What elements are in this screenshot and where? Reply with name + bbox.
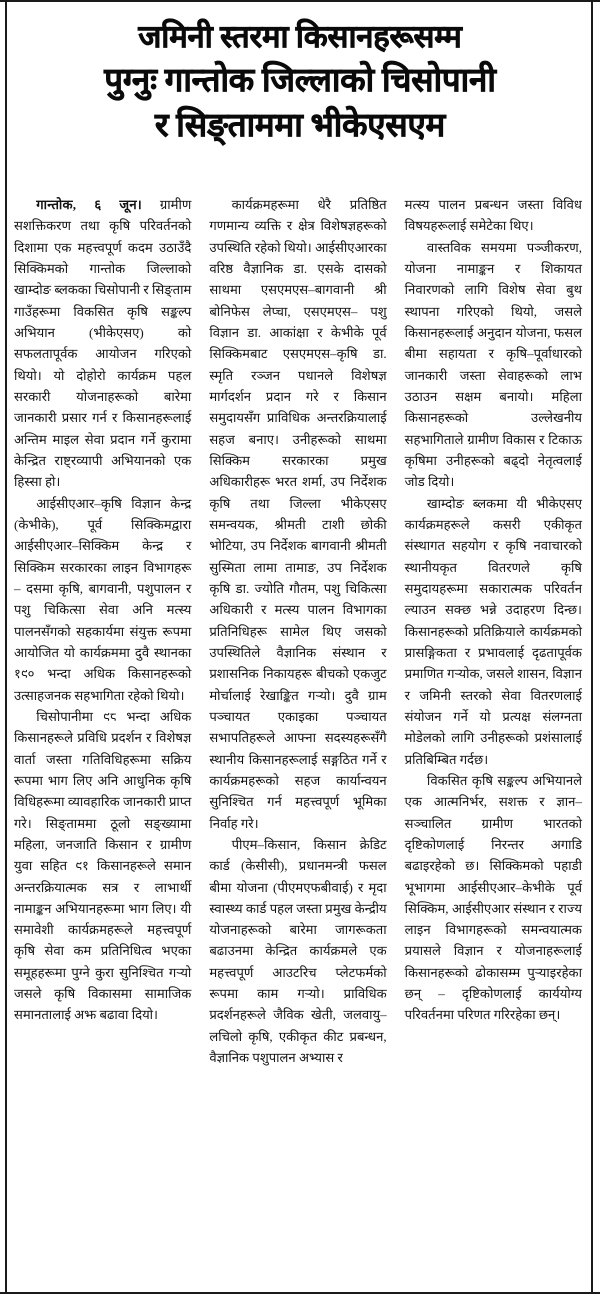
paragraph: आईसीएआर–कृषि विज्ञान केन्द्र (केभीके), पूर्व सिक्किमद्वारा आईसीएआर–सिक्किम केन्द्र र सिक्किम सरकारका लाइन विभागहरू – दसमा कृषि, बागवानी, पशुपालन र पशु चिकित्सा सेवा अनि मत्स्य पालनसँगको सहकार्यमा संयुक्त रूपमा आयोजित यो कार्यक्रममा दुवै स्थानका १९० भन्दा अधिक किसानहरूको उत्साहजनक सहभागिता रहेको थियो।	[14, 495, 192, 703]
paragraph-text: ग्रामीण सशक्तिकरण तथा कृषि परिवर्तनको दिशामा एक महत्त्वपूर्ण कदम उठाउँदै सिक्किमको गान्तोक जिल्लाको खाम्दोङ ब्लकका चिसोपानी र सिङ्ताम गाउँहरूमा विकसित कृषि सङ्कल्प अभियान (भीकेएसए) को सफलतापूर्वक आयोजन गरिएको थियो। यो दोहोरो कार्यक्रम पहल सरकारी योजनाहरूको बारेमा जानकारी प्रसार गर्न र किसानहरूलाई अन्तिम माइल सेवा प्रदान गर्ने कुरामा केन्द्रित राष्ट्रव्यापी अभियानको एक हिस्सा हो।	[14, 197, 192, 490]
paragraph: चिसोपानीमा ९८ भन्दा अधिक किसानहरूले प्रविधि प्रदर्शन र विशेषज्ञ वार्ता जस्ता गतिविधिहरूमा सक्रिय रूपमा भाग लिए अनि आधुनिक कृषि विधिहरूमा व्यावहारिक जानकारी प्राप्त गरे। सिङ्ताममा ठूलो सङ्ख्यामा महिला, जनजाति किसान र ग्रामीण युवा सहित ९१ किसानहरूले समान अन्तरक्रियात्मक सत्र र लाभार्थी नामाङ्कन अभियानहरूमा भाग लिए। यी समावेशी कार्यक्रमहरूले महत्त्वपूर्ण कृषि सेवा कम प्रतिनिधित्व भएका समूहहरूमा पुग्ने कुरा सुनिश्चित गर्‍यो जसले कृषि विकासमा सामाजिक समानतालाई अझ बढावा दियो।	[14, 708, 192, 1023]
paragraph: खाम्दोङ ब्लकमा यी भीकेएसए कार्यक्रमहरूले कसरी एकीकृत संस्थागत सहयोग र कृषि नवाचारको स्थानीयकृत वितरणले कृषि समुदायहरूमा सकारात्मक परिवर्तन ल्याउन सक्छ भन्ने उदाहरण दिन्छ। किसानहरूको प्रतिक्रियाले कार्यक्रमको प्रासङ्गिकता र प्रभावलाई दृढतापूर्वक प्रमाणित गर्‍योक, जसले शासन, विज्ञान र जमिनी स्तरको सेवा वितरणलाई संयोजन गर्ने यो प्रत्यक्ष संलग्नता मोडेलको लागि उनीहरूको प्रशंसालाई प्रतिबिम्बित गर्दछ।	[404, 495, 582, 767]
headline-line-2: पुग्नुः गान्तोक जिल्लाको चिसोपानी	[104, 62, 496, 99]
paragraph: कार्यक्रमहरूमा धेरै प्रतिष्ठित गणमान्य व्यक्ति र क्षेत्र विशेषज्ञहरूको उपस्थिति रहेको थियो। आईसीएआरका वरिष्ठ वैज्ञानिक डा. एसके दासको साथमा एसएमएस–बागवानी श्री बोनिफेस लेप्चा, एसएमएस– पशु विज्ञान डा. आकांक्षा र केभीके पूर्व सिक्किमबाट एसएमएस–कृषि डा. स्मृति रञ्जन पधानले विशेषज्ञ मार्गदर्शन प्रदान गरे र किसान समुदायसँग प्राविधिक अन्तरक्रियालाई सहज बनाए। उनीहरूको साथमा सिक्किम सरकारका प्रमुख अधिकारीहरू भरत शर्मा, उप निर्देशक कृषि तथा जिल्ला भीकेएसए समन्वयक, श्रीमती टाशी छोकी भोटिया, उप निर्देशक बागवानी श्रीमती सुस्मिता लामा तामाङ, उप निर्देशक कृषि डा. ज्योति गौतम, पशु चिकित्सा अधिकारी र मत्स्य पालन विभागका प्रतिनिधिहरू सामेल थिए जसको उपस्थितिले वैज्ञानिक संस्थान र प्रशासनिक निकायहरू बीचको एकजुट मोर्चालाई रेखाङ्कित गर्‍यो। दुवै ग्राम पञ्चायत एकाइका पञ्चायत सभापतिहरूले आफ्ना सदस्यहरूसँगै स्थानीय किसानहरूलाई सङ्गठित गर्ने र कार्यक्रमहरूको सहज कार्यान्वयन सुनिश्चित गर्न महत्त्वपूर्ण भूमिका निर्वाह गरे।	[209, 197, 387, 831]
paragraph: विकसित कृषि सङ्कल्प अभियानले एक आत्मनिर्भर, सशक्त र ज्ञान–सञ्चालित ग्रामीण भारतको दृष्टिकोणलाई निरन्तर अगाडि बढाइरहेको छ। सिक्किमको पहाडी भूभागमा आईसीएआर–केभीके पूर्व सिक्किम, आईसीएआर संस्थान र राज्य लाइन विभागहरूको समन्वयात्मक प्रयासले विज्ञान र योजनाहरूलाई किसानहरूको ढोकासम्म पुर्‍याइरहेका छन् – दृष्टिकोणलाई कार्ययोग्य परिवर्तनमा परिणत गरिरहेका छन्।	[404, 772, 582, 1023]
paragraph: मत्स्य पालन प्रबन्धन जस्ता विविध विषयहरूलाई समेटेका थिए।	[404, 197, 582, 234]
article-column-3	[405, 194, 582, 1286]
article-body	[14, 194, 582, 1286]
paragraph: वास्तविक समयमा पञ्जीकरण, योजना नामाङ्कन र शिकायत निवारणको लागि विशेष सेवा बुथ स्थापना गरिएको थियो, जसले किसानहरूलाई अनुदान योजना, फसल बीमा सहायता र कृषि–पूर्वाधारको जानकारी जस्ता सेवाहरूको लाभ उठाउन सक्षम बनायो। महिला किसानहरूको उल्लेखनीय सहभागिताले ग्रामीण विकास र टिकाऊ कृषिमा उनीहरूको बढ्दो नेतृत्वलाई जोड दियो।	[404, 239, 582, 490]
frame-rule-left	[5, 2, 7, 1292]
paragraph	[14, 194, 191, 493]
article-column-2	[209, 194, 386, 1286]
frame-rule-right	[591, 2, 593, 1292]
article-column-1	[14, 194, 191, 1286]
headline	[0, 2, 600, 156]
dateline: गान्तोक, ६ जून।	[36, 197, 142, 212]
paragraph: पीएम–किसान, किसान क्रेडिट कार्ड (केसीसी), प्रधानमन्त्री फसल बीमा योजना (पीएमएफबीवाई) र मृदा स्वास्थ्य कार्ड पहल जस्ता प्रमुख केन्द्रीय योजनाहरूको बारेमा जागरूकता बढाउनमा केन्द्रित कार्यक्रमले एक महत्त्वपूर्ण आउटरिच प्लेटफर्मको रूपमा काम गर्‍यो। प्राविधिक प्रदर्शनहरूले जैविक खेती, जलवायु–लचिलो कृषि, एकीकृत कीट प्रबन्धन, वैज्ञानिक पशुपालन अभ्यास र	[209, 836, 387, 1066]
headline-line-3: र सिङ्ताममा भीकेएसएम	[154, 108, 446, 145]
headline-line-1: जमिनी स्तरमा किसानहरूसम्म	[138, 19, 462, 54]
